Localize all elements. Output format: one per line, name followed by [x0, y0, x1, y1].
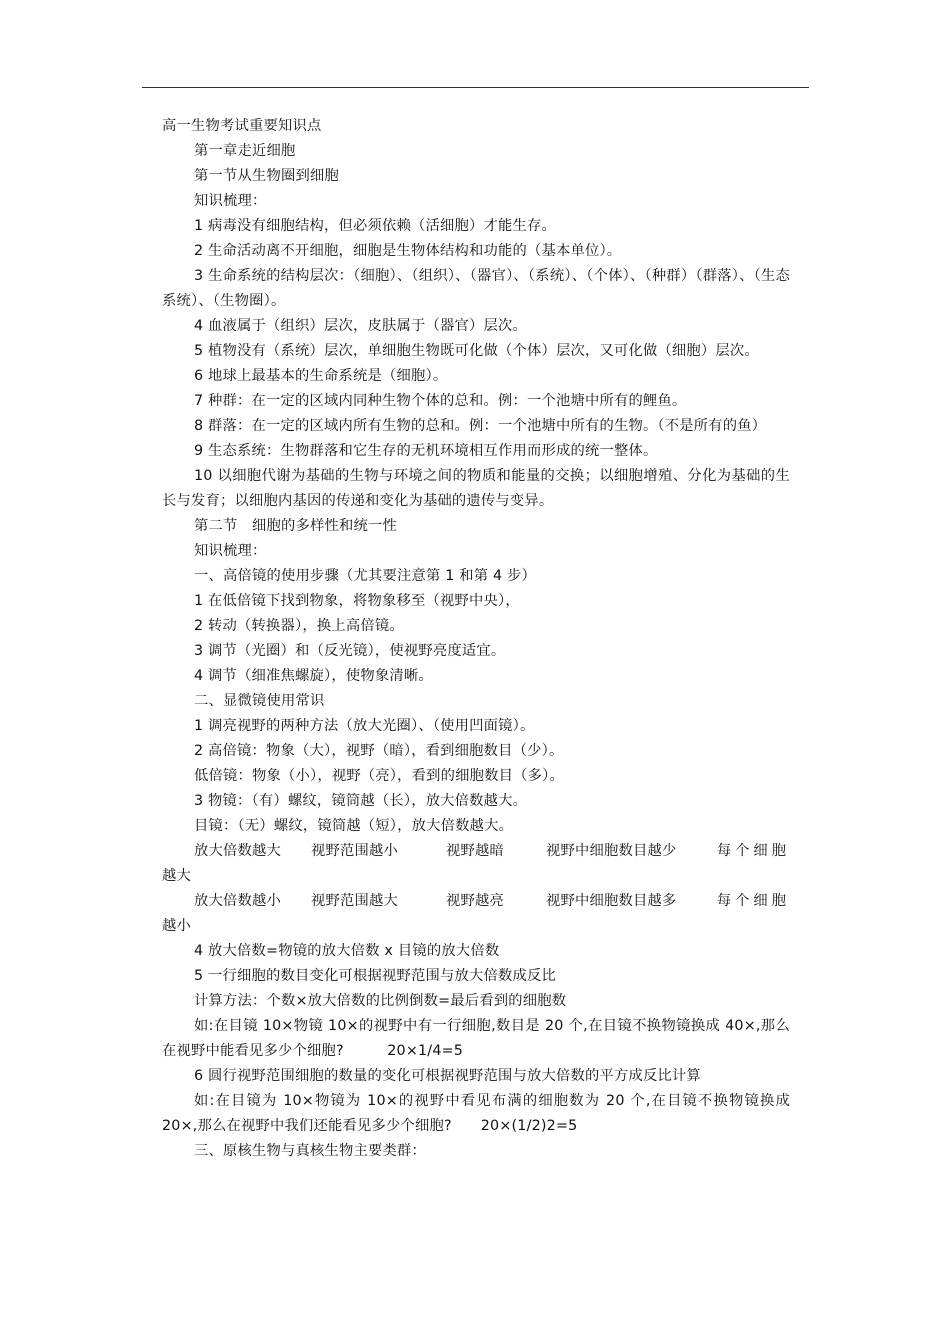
compare-cell: 放大倍数越小 [194, 893, 281, 909]
point-5: 5 植物没有（系统）层次，单细胞生物既可化做（个体）层次，又可化做（细胞）层次。 [194, 343, 759, 359]
tip-2-high: 2 高倍镜：物象（大），视野（暗），看到细胞数目（少）。 [194, 743, 564, 759]
organism-groups-heading: 三、原核生物与真核生物主要类群： [194, 1143, 426, 1159]
compare-row-tail: 越小 [162, 918, 191, 934]
step-2: 2 转动（转换器），换上高倍镜。 [194, 618, 404, 634]
tip-3-objective: 3 物镜：（有）螺纹，镜筒越（长），放大倍数越大。 [194, 793, 528, 809]
section-2-heading: 第二节 细胞的多样性和统一性 [194, 518, 397, 534]
point-2: 2 生命活动离不开细胞，细胞是生物体结构和功能的（基本单位）。 [194, 243, 622, 259]
compare-row-tail: 越大 [162, 868, 191, 884]
step-4: 4 调节（细准焦螺旋），使物象清晰。 [194, 668, 433, 684]
section-heading: 第一节从生物圈到细胞 [194, 168, 339, 184]
point-9: 9 生态系统：生物群落和它生存的无机环境相互作用而形成的统一整体。 [194, 443, 658, 459]
compare-cell: 每个细胞 [716, 893, 790, 909]
step-3: 3 调节（光圈）和（反光镜），使视野亮度适宜。 [194, 643, 506, 659]
compare-row-larger [162, 839, 790, 864]
point-8: 8 群落：在一定的区域内所有生物的总和。例：一个池塘中所有的生物。（不是所有的鱼） [194, 418, 767, 434]
circle-cells-rule: 6 圆行视野范围细胞的数量的变化可根据视野范围与放大倍数的平方成反比计算 [194, 1068, 701, 1084]
document-body [162, 114, 790, 1164]
tip-2-low: 低倍镜：物象（小），视野（亮），看到的细胞数目（多）。 [194, 768, 564, 784]
high-power-steps-heading: 一、高倍镜的使用步骤（尤其要注意第 1 和第 4 步） [194, 568, 537, 584]
compare-cell: 每个细胞 [716, 843, 790, 859]
compare-cell: 放大倍数越大 [194, 843, 281, 859]
step-1: 1 在低倍镜下找到物象，将物象移至（视野中央）， [194, 593, 520, 609]
document-title: 高一生物考试重要知识点 [162, 118, 322, 134]
tip-3-eyepiece: 目镜：（无）螺纹，镜筒越（短），放大倍数越大。 [194, 818, 514, 834]
chapter-heading: 第一章走近细胞 [194, 143, 296, 159]
point-10: 10 以细胞代谢为基础的生物与环境之间的物质和能量的交换；以细胞增殖、分化为基础的生长与发育；以细胞内基因的传递和变化为基础的遗传与变异。 [162, 468, 790, 509]
compare-cell: 视野中细胞数目越少 [546, 843, 677, 859]
example-2: 如:在目镜为 10×物镜为 10×的视野中看见布满的细胞数为 20 个,在目镜不换物镜换成 20×,那么在视野中我们还能看见多少个细胞? 20×(1/2)2=5 [162, 1093, 790, 1134]
row-cells-rule: 5 一行细胞的数目变化可根据视野范围与放大倍数成反比 [194, 968, 556, 984]
point-3: 3 生命系统的结构层次：（细胞）、（组织）、（器官）、（系统）、（个体）、（种群）（群落）、（生态系统）、（生物圈）。 [162, 268, 790, 309]
compare-cell: 视野越暗 [446, 843, 504, 859]
compare-cell: 视野范围越小 [311, 843, 398, 859]
microscope-tips-heading: 二、显微镜使用常识 [194, 693, 325, 709]
header-rule [142, 87, 809, 88]
knowledge-label-2: 知识梳理： [194, 543, 267, 559]
point-1: 1 病毒没有细胞结构，但必须依赖（活细胞）才能生存。 [194, 218, 556, 234]
point-6: 6 地球上最基本的生命系统是（细胞）。 [194, 368, 448, 384]
magnification-formula: 4 放大倍数=物镜的放大倍数 x 目镜的放大倍数 [194, 943, 500, 959]
knowledge-label: 知识梳理： [194, 193, 267, 209]
compare-row-smaller [162, 889, 790, 914]
compare-cell: 视野范围越大 [311, 893, 398, 909]
point-7: 7 种群：在一定的区域内同种生物个体的总和。例：一个池塘中所有的鲤鱼。 [194, 393, 687, 409]
calculation-method: 计算方法：个数×放大倍数的比例倒数=最后看到的细胞数 [194, 993, 567, 1009]
compare-cell: 视野中细胞数目越多 [546, 893, 677, 909]
example-1: 如:在目镜 10×物镜 10×的视野中有一行细胞,数目是 20 个,在目镜不换物镜换成 40×,那么在视野中能看见多少个细胞? 20×1/4=5 [162, 1018, 790, 1059]
tip-1: 1 调亮视野的两种方法（放大光圈）、（使用凹面镜）。 [194, 718, 535, 734]
point-4: 4 血液属于（组织）层次，皮肤属于（器官）层次。 [194, 318, 527, 334]
compare-cell: 视野越亮 [446, 893, 504, 909]
